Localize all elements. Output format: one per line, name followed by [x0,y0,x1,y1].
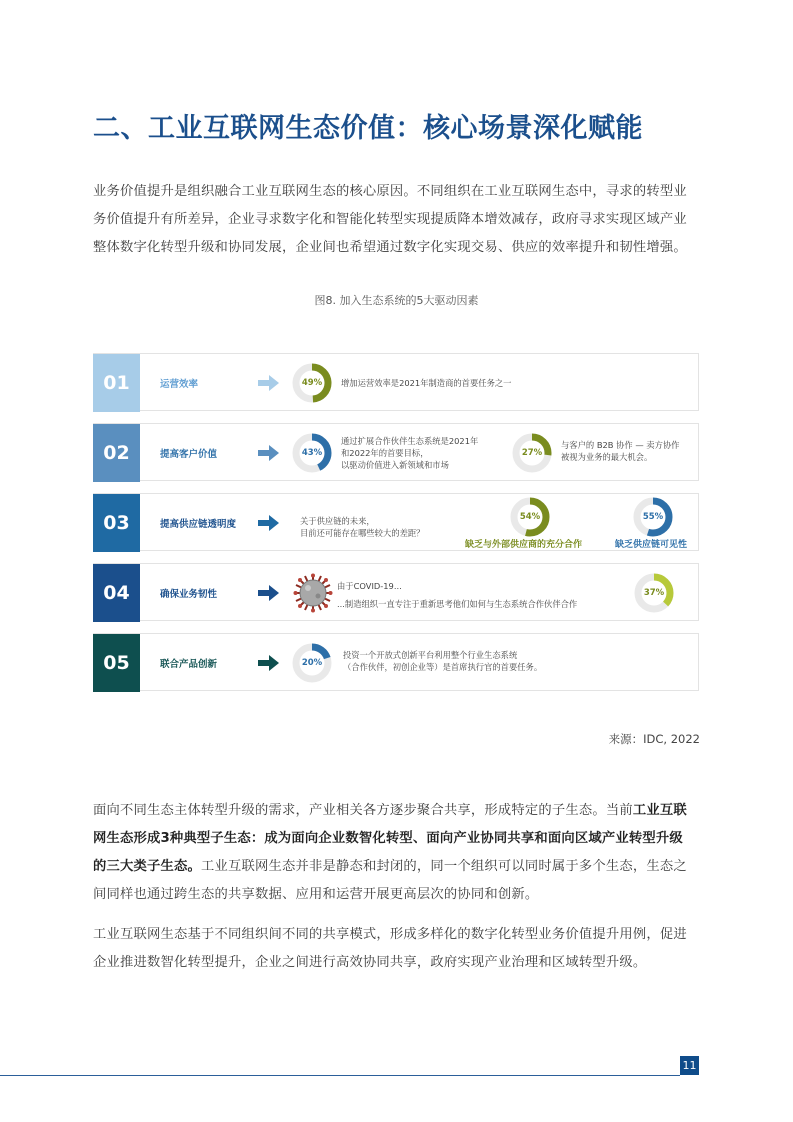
driver-label: 联合产品创新 [160,659,218,670]
description-line: 和2022年的首要目标， [341,448,429,458]
intro-line: 务价值提升有所差异，企业寻求数字化和智能化转型实现提质降本增效减存，政府寻求实现区域产业 [93,212,687,227]
donut-percent: 49% [301,378,323,388]
question-line: 关于供应链的未来， [300,516,375,526]
figure-caption: 图8. 加入生态系统的5大驱动因素 [314,294,479,307]
description-line: 被视为业务的最大机会。 [561,452,653,462]
donut-percent: 37% [643,588,665,598]
donut-percent: 55% [642,512,664,522]
donut-percent: 54% [519,512,541,522]
para-line: 网生态形成3种典型子生态：成为面向企业数智化转型、面向产业协同共享和面向区域产业转型升级 [93,831,683,846]
description-line: （合作伙伴，初创企业等）是首席执行官的首要任务。 [343,662,543,672]
intro-line: 业务价值提升是组织融合工业互联网生态的核心原因。不同组织在工业互联网生态中，寻求的转型业 [93,184,687,199]
driver-row-5 [93,633,699,691]
para-line: 间同样也通过跨生态的共享数据、应用和运营开展更高层次的协同和创新。 [93,887,539,902]
arrow-right-icon [258,655,280,671]
donut-percent: 27% [521,448,543,458]
driver-number: 01 [93,354,140,412]
driver-label: 提高供应链透明度 [160,519,237,530]
description-line: 通过扩展合作伙伴生态系统是2021年 [341,436,479,446]
driver-number: 05 [93,634,140,692]
driver-description [343,649,542,673]
virus-icon [293,573,333,613]
driver-label: 确保业务韧性 [160,589,218,600]
driver-description: 增加运营效率是2021年制造商的首要任务之一 [341,378,512,388]
driver-label: 运营效率 [160,379,199,390]
arrow-right-icon [258,445,280,461]
covid-line: 由于COVID-19... [337,581,402,591]
driver-row-4 [93,563,699,621]
body-paragraph-2 [93,797,703,909]
description-line: 投资一个开放式创新平台利用整个行业生态系统 [343,650,518,660]
driver-number: 03 [93,494,140,552]
intro-line: 整体数字化转型升级和协同发展，企业间也希望通过数字化实现交易、供应的效率提升和韧性增强。 [93,240,687,255]
arrow-right-icon [258,585,280,601]
question-line: 目前还可能存在哪些较大的差距？ [300,528,425,538]
donut-caption: 缺乏供应链可见性 [615,540,688,550]
driver-description [561,439,679,463]
driver-row-3 [93,493,699,551]
source-note: 来源：IDC, 2022 [608,732,700,746]
donut-percent: 20% [301,658,323,668]
driver-number: 02 [93,424,140,482]
driver-question [300,515,424,539]
footer-rule [0,1075,680,1076]
driver-description [341,435,478,471]
driver-row-1 [93,353,699,411]
covid-line: ...制造组织一直专注于重新思考他们如何与生态系统合作伙伴合作 [337,599,578,609]
donut-percent: 43% [301,448,323,458]
body-paragraph-3 [93,921,703,977]
driver-number: 04 [93,564,140,622]
description-line: 以驱动价值进入新领域和市场 [341,460,449,470]
page-number: 11 [680,1056,699,1075]
donut-caption: 缺乏与外部供应商的充分合作 [465,540,583,550]
para-line: 面向不同生态主体转型升级的需求，产业相关各方逐步聚合共享，形成特定的子生态。当前工业互联 [93,803,687,818]
para-line: 工业互联网生态基于不同组织间不同的共享模式，形成多样化的数字化转型业务价值提升用例，促进 [93,927,687,942]
para-line: 的三大类子生态。工业互联网生态并非是静态和封闭的，同一个组织可以同时属于多个生态，生态之 [93,859,687,874]
intro-paragraph [93,178,703,262]
para-line: 企业推进数智化转型提升，企业之间进行高效协同共享，政府实现产业治理和区域转型升级。 [93,955,647,970]
driver-row-2 [93,423,699,481]
description-line: 与客户的 B2B 协作 — 卖方协作 [561,440,680,450]
covid-text [337,580,577,610]
arrow-right-icon [258,515,280,531]
arrow-right-icon [258,375,280,391]
driver-label: 提高客户价值 [160,449,218,460]
page-title: 二、工业互联网生态价值：核心场景深化赋能 [93,113,643,144]
